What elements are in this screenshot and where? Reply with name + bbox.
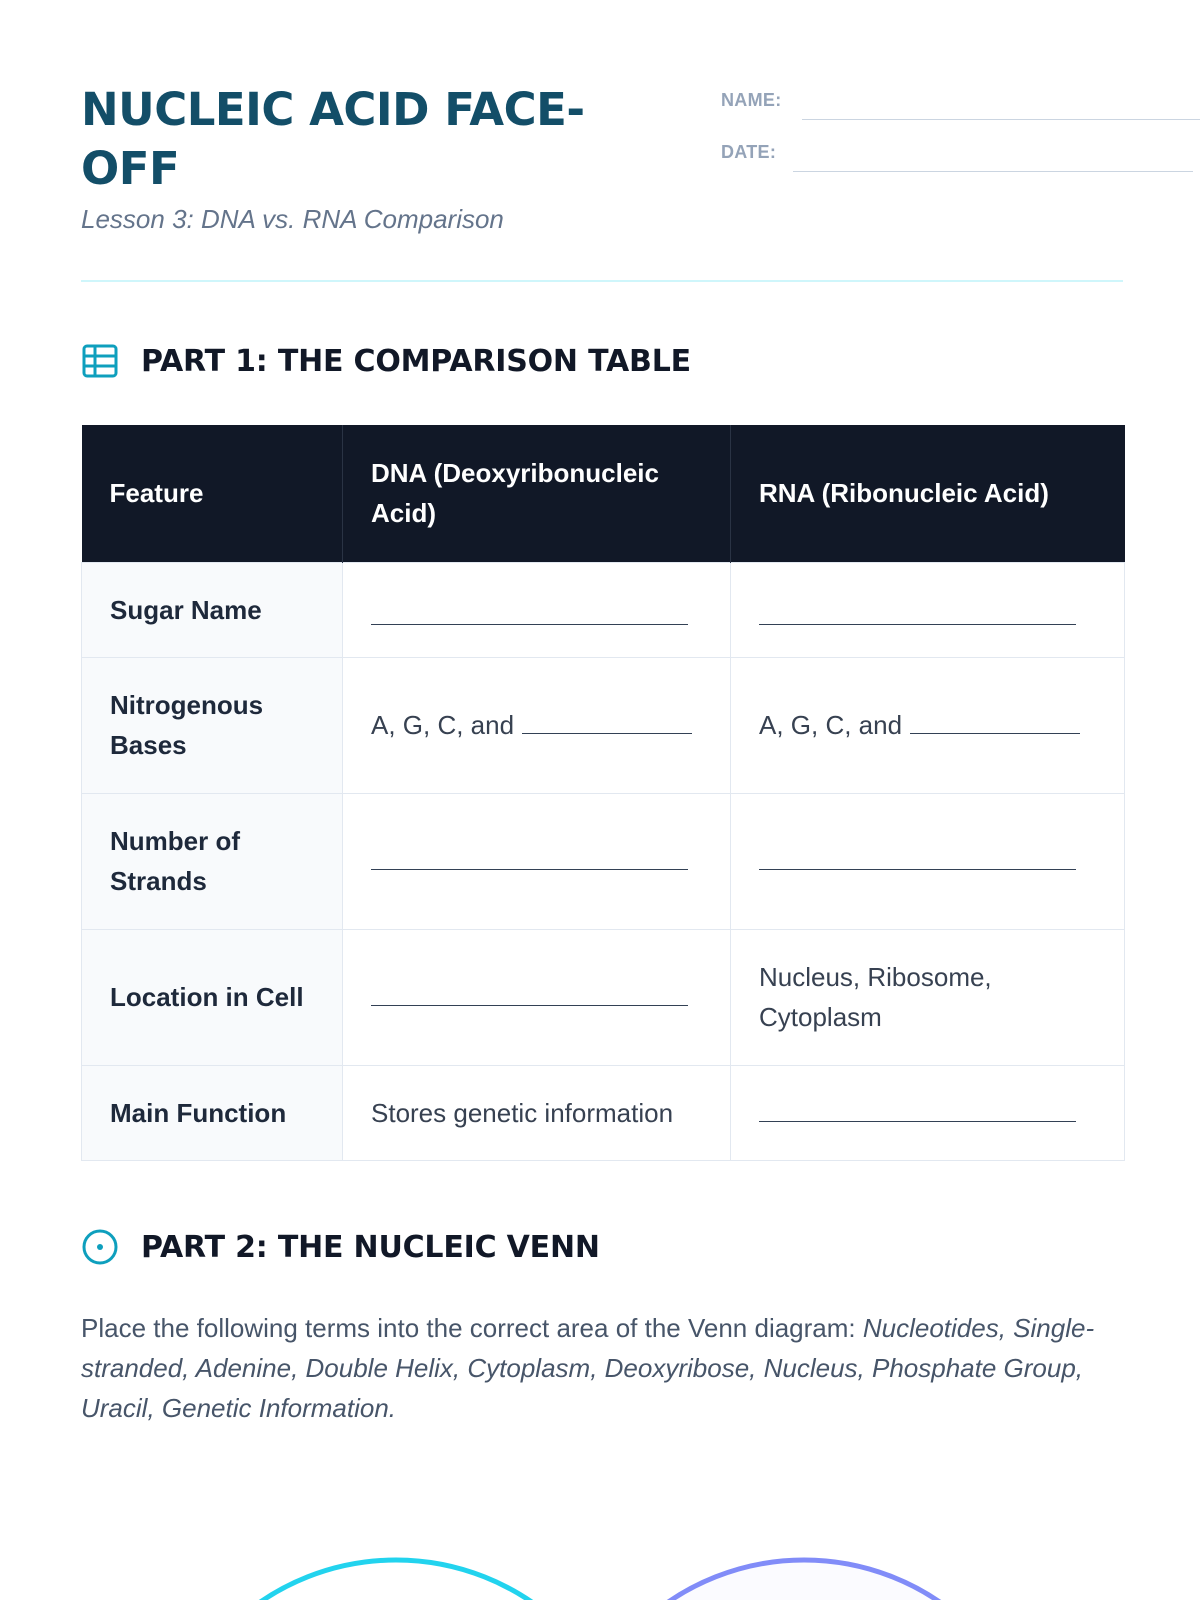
comparison-table — [81, 425, 1125, 1161]
rna-bases-cell — [731, 657, 1125, 793]
feature-cell: Location in Cell — [82, 929, 343, 1065]
name-field[interactable] — [721, 86, 1200, 120]
rna-function-cell — [731, 1065, 1125, 1160]
venn-instructions — [81, 1308, 1123, 1428]
rna-strands-cell — [731, 793, 1125, 929]
date-label: DATE: — [721, 142, 777, 162]
name-label: NAME: — [721, 90, 782, 110]
column-header-rna: RNA (Ribonucleic Acid) — [731, 425, 1125, 562]
table-row-bases — [82, 657, 1125, 793]
dna-bases-cell — [343, 657, 731, 793]
dna-location-blank[interactable] — [371, 979, 688, 1006]
feature-cell: Nitrogenous Bases — [82, 657, 343, 793]
table-row-function — [82, 1065, 1125, 1160]
venn-diagram — [0, 1540, 1200, 1600]
dna-base-blank[interactable] — [522, 707, 692, 734]
table-header-row — [82, 425, 1125, 562]
feature-cell: Sugar Name — [82, 562, 343, 657]
page-subtitle: Lesson 3: DNA vs. RNA Comparison — [81, 204, 504, 234]
header-divider — [81, 280, 1123, 282]
dna-strands-blank[interactable] — [371, 843, 688, 870]
worksheet-header — [81, 80, 1121, 280]
feature-cell: Main Function — [82, 1065, 343, 1160]
column-header-dna: DNA (Deoxyribonucleic Acid) — [343, 425, 731, 562]
rna-base-blank[interactable] — [910, 707, 1080, 734]
target-icon — [81, 1228, 119, 1266]
part2-title: PART 2: THE NUCLEIC VENN — [141, 1229, 600, 1265]
column-header-feature: Feature — [82, 425, 343, 562]
dna-sugar-blank[interactable] — [371, 598, 688, 625]
dna-bases-text: A, G, C, and — [371, 710, 515, 740]
dna-location-cell — [343, 929, 731, 1065]
venn-circle-dna — [156, 1560, 636, 1600]
rna-sugar-cell — [731, 562, 1125, 657]
table-row-sugar — [82, 562, 1125, 657]
part1-heading — [81, 341, 691, 381]
date-line[interactable] — [793, 171, 1193, 172]
rna-strands-blank[interactable] — [759, 843, 1076, 870]
dna-strands-cell — [343, 793, 731, 929]
page-title: NUCLEIC ACID FACE-OFF — [81, 83, 585, 195]
rna-function-blank[interactable] — [759, 1095, 1076, 1122]
venn-circle-rna — [564, 1560, 1044, 1600]
table-row-location — [82, 929, 1125, 1065]
venn-terms: Nucleotides, Single-stranded, Adenine, Double Helix, Cytoplasm, Deoxyribose, Nucleus, Phosphate Group, Uracil, Genetic Information. — [81, 1313, 1095, 1423]
table-icon — [81, 342, 119, 380]
rna-location-cell: Nucleus, Ribosome, Cytoplasm — [731, 929, 1125, 1065]
feature-cell: Number of Strands — [82, 793, 343, 929]
name-line[interactable] — [802, 119, 1200, 120]
dna-function-cell: Stores genetic information — [343, 1065, 731, 1160]
date-field[interactable] — [721, 138, 1193, 172]
rna-sugar-blank[interactable] — [759, 598, 1076, 625]
part1-title: PART 1: THE COMPARISON TABLE — [141, 343, 691, 379]
dna-sugar-cell — [343, 562, 731, 657]
instructions-lead: Place the following terms into the correct area of the Venn diagram: — [81, 1313, 863, 1343]
rna-bases-text: A, G, C, and — [759, 710, 903, 740]
table-row-strands — [82, 793, 1125, 929]
part2-heading — [81, 1227, 600, 1267]
